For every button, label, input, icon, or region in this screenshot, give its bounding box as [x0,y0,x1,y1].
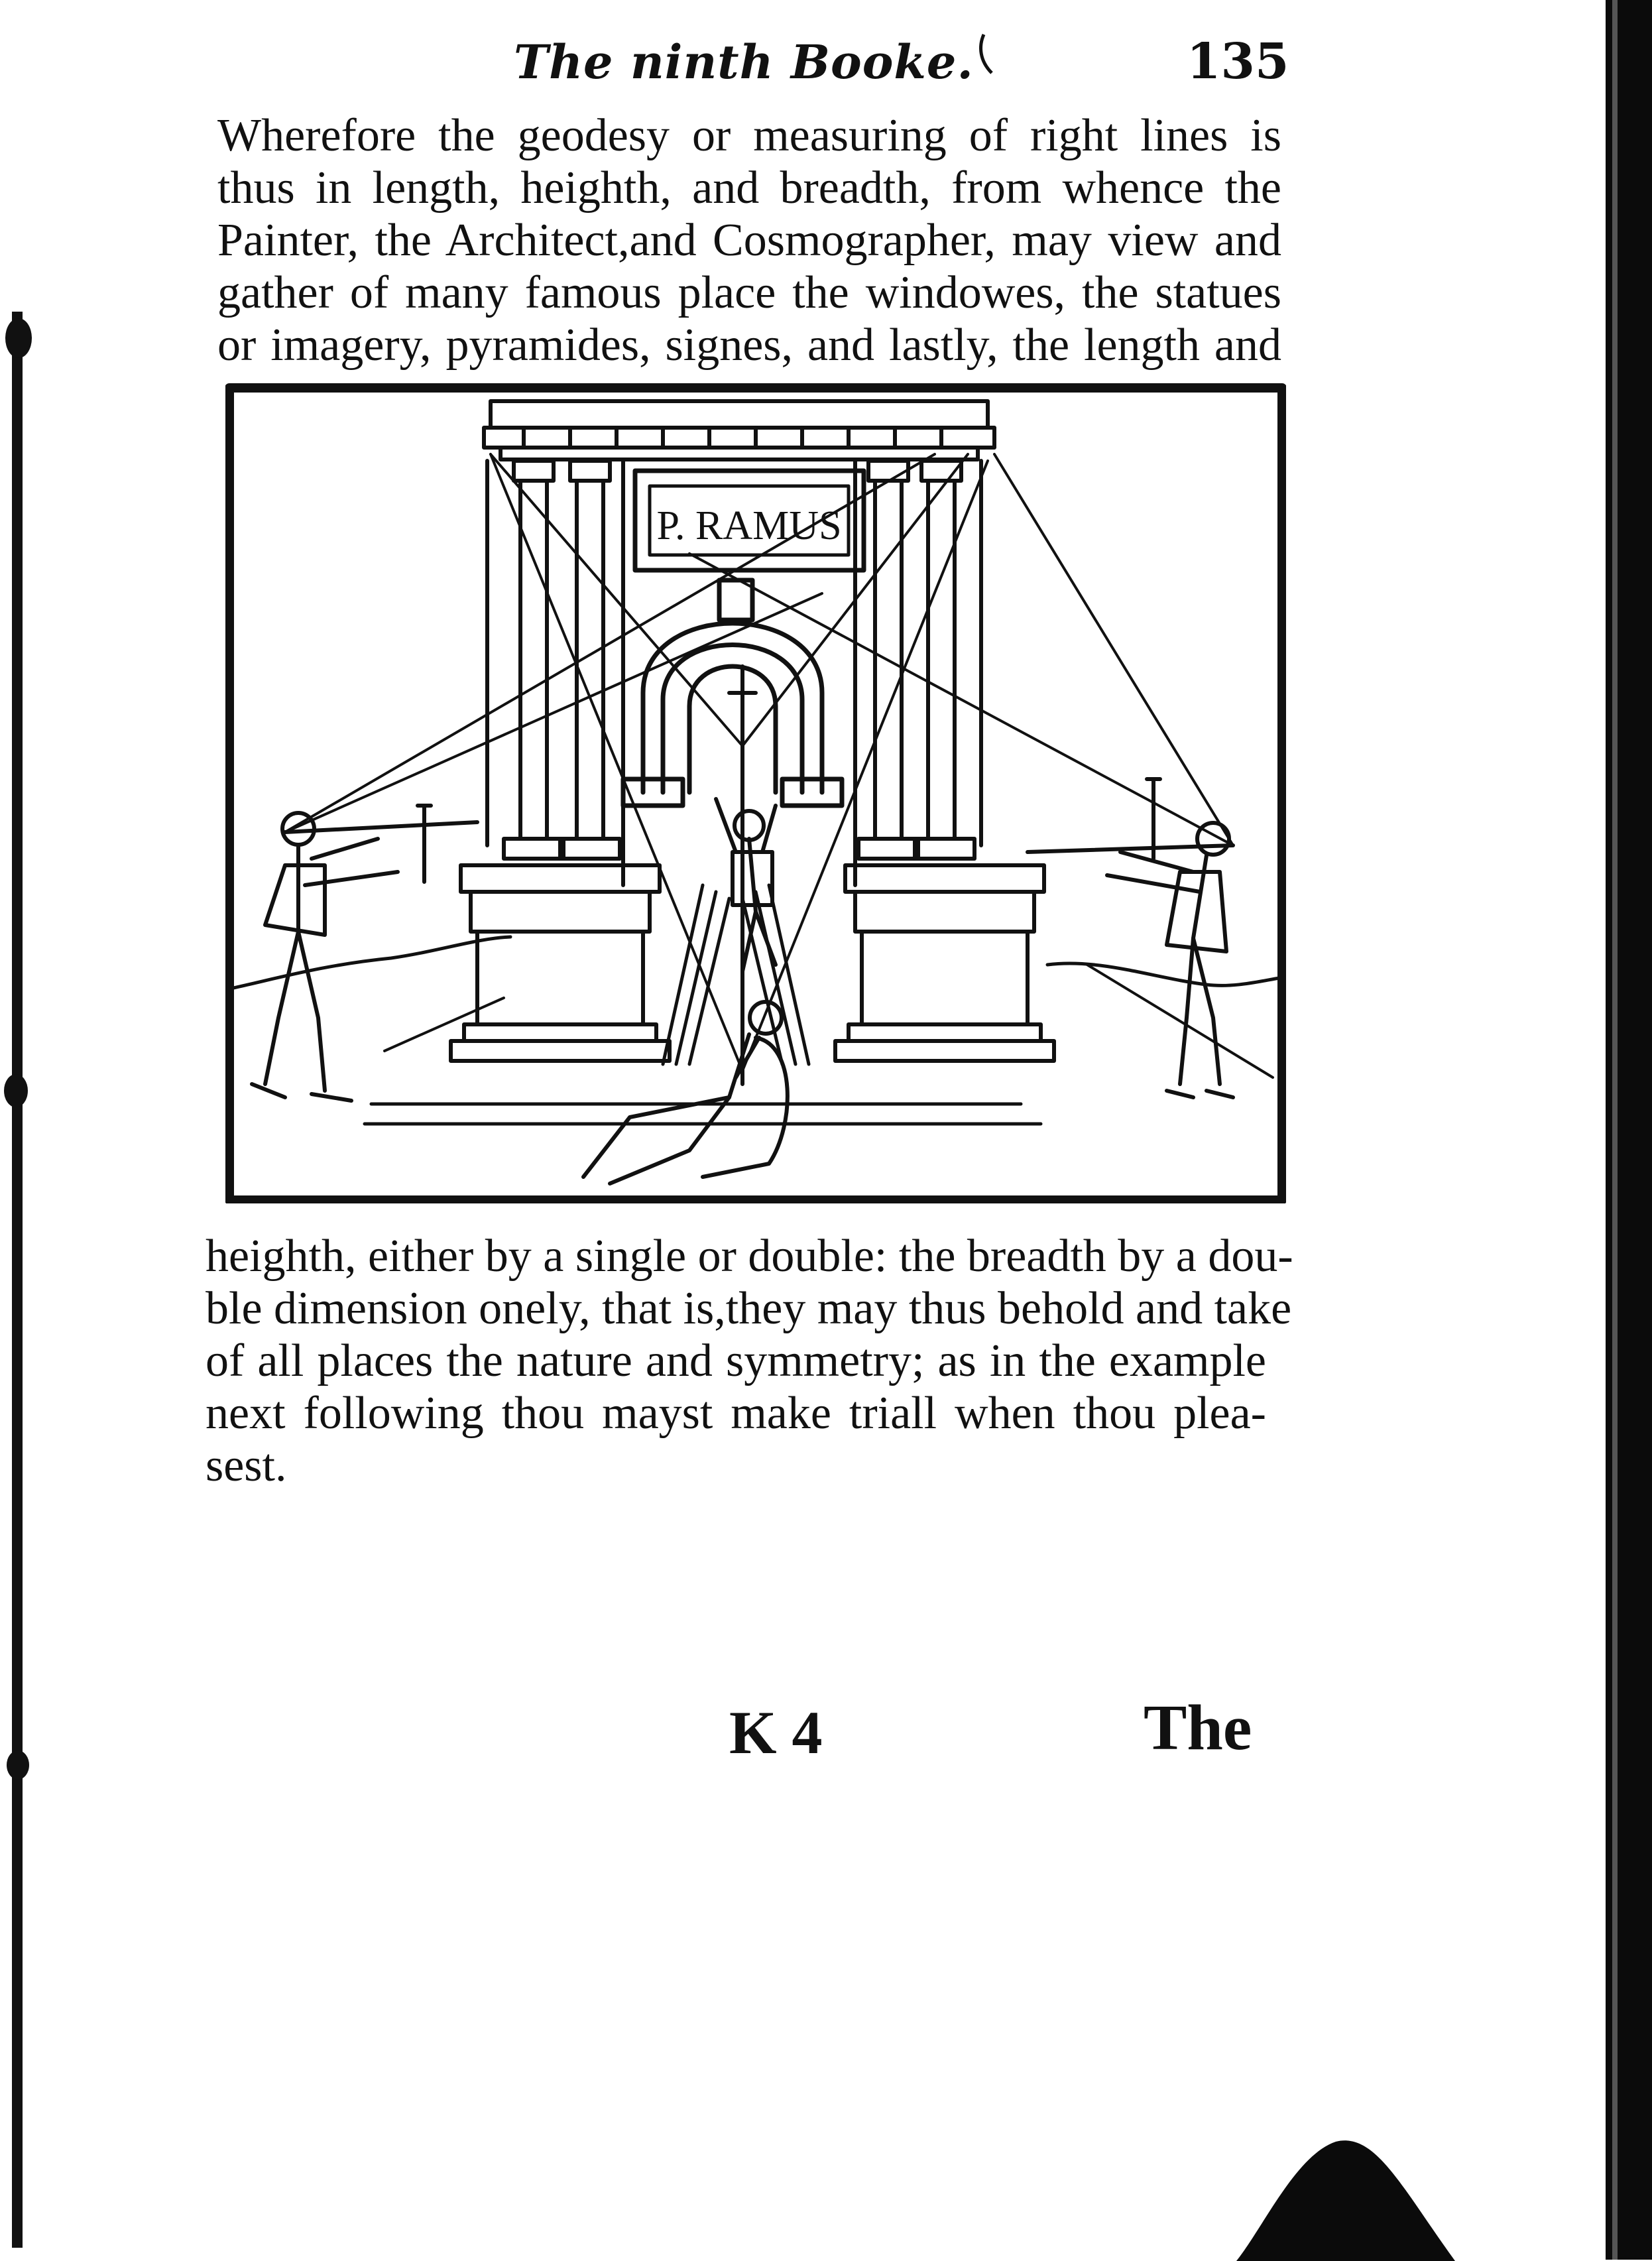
paragraph-top [217,109,1281,371]
text-line: thus in length, heighth, and breadth, from whence the [217,162,1281,214]
signature-mark: K 4 [729,1699,823,1766]
text-line: next following thou mayst make triall when thou plea- [206,1388,1266,1439]
surveyor-right [1107,823,1233,1097]
running-head [0,27,1652,99]
right-page-edge [1606,0,1652,2260]
steps [663,885,809,1064]
entablature [484,401,994,459]
text-line: of all places the nature and symmetry; as in the example [206,1335,1266,1386]
running-head-title: The ninth Booke. [514,34,974,90]
woodcut-illustration [225,381,1286,1203]
cartouche-label: P. RAMUS [656,503,842,548]
text-line: gather of many famous place the windowes, the statues [217,267,1281,318]
page-number: 135 [1187,33,1289,90]
margin-stroke [974,32,994,78]
text-line: ble dimension onely, that is,they may thus behold and take [206,1283,1292,1334]
catchword: The [1144,1692,1252,1764]
surveying-arch-woodcut [225,381,1286,1203]
cross-staffs [285,666,1233,1084]
text-line: or imagery, pyramides, signes, and lastly, the length and [217,320,1281,371]
text-line: Wherefore the geodesy or measuring of right lines is [217,110,1281,161]
right-edge-highlight [1612,0,1618,2260]
paragraph-bottom [206,1230,1293,1492]
binding-rule [12,312,23,2248]
ink-speck [4,1074,28,1107]
text-line: heighth, either by a single or double: the breadth by a dou- [206,1231,1293,1282]
text-line: Painter, the Architect,and Cosmographer, may view and [217,215,1281,266]
text-line: sest. [206,1440,287,1491]
surveyor-center-climbing [716,799,776,971]
right-pedestal [835,865,1054,1061]
surveyor-left [252,813,398,1101]
left-pedestal [451,865,670,1061]
left-page-edge [0,0,41,2260]
ink-speck [5,318,32,358]
left-columns [487,461,623,885]
ink-speck [7,1750,29,1780]
page-shadow-corner [1236,2128,1455,2261]
